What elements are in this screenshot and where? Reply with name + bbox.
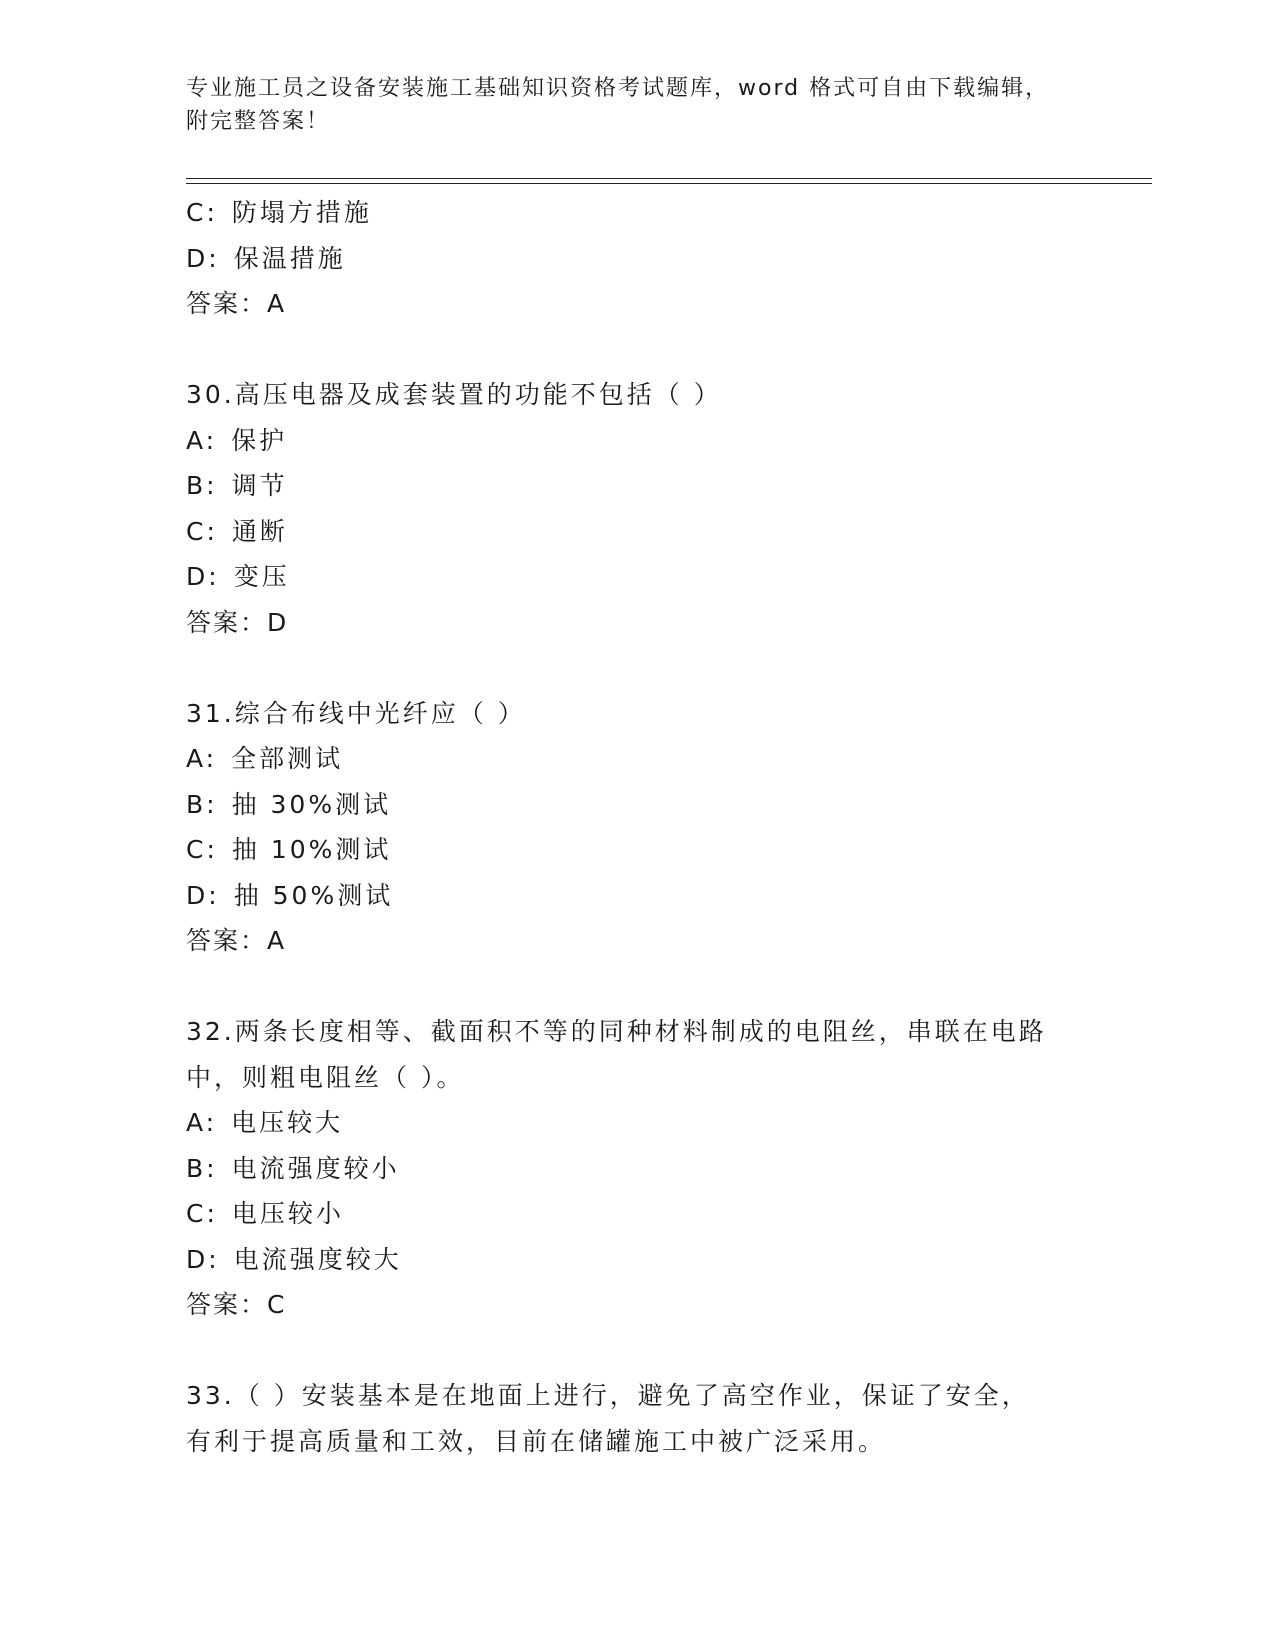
option-text: 电压较大	[231, 1108, 344, 1137]
option-c	[186, 1191, 1086, 1237]
question-text-line-2: 有利于提高质量和工效，目前在储罐施工中被广泛采用。	[186, 1426, 887, 1456]
header-line-2: 附完整答案！	[186, 109, 331, 134]
option-d	[186, 554, 1086, 600]
option-key: B:	[186, 1153, 218, 1183]
option-a	[186, 736, 1086, 782]
option-text: 抽 10%测试	[231, 835, 392, 864]
option-key: D:	[186, 243, 220, 273]
question-text-line-1: 33.（ ）安装基本是在地面上进行，避免了高空作业，保证了安全，	[186, 1381, 1030, 1410]
option-key: A:	[186, 744, 218, 773]
option-key: C:	[186, 835, 218, 864]
answer-value: A	[267, 926, 287, 955]
option-text: 抽 50%测试	[233, 880, 394, 910]
option-key: C:	[186, 1199, 218, 1228]
answer-label: 答案：	[186, 289, 268, 318]
spacer	[186, 327, 1086, 373]
answer-line	[186, 918, 1086, 964]
option-key: C:	[186, 198, 218, 227]
answer-value: D	[267, 607, 289, 637]
option-text: 电流强度较小	[231, 1153, 400, 1183]
option-key: D:	[186, 562, 220, 591]
page-header	[186, 72, 1086, 138]
option-text: 电压较小	[231, 1199, 344, 1228]
header-divider-bottom	[186, 183, 1152, 184]
option-b	[186, 463, 1086, 509]
option-text: 变压	[233, 562, 290, 591]
question-text-line-1: 32.两条长度相等、截面积不等的同种材料制成的电阻丝，串联在电路	[186, 1017, 1047, 1046]
answer-value: C	[267, 1290, 287, 1319]
header-divider-top	[186, 178, 1152, 179]
option-key: C:	[186, 516, 218, 546]
header-line-1: 专业施工员之设备安装施工基础知识资格考试题库，word 格式可自由下载编辑，	[186, 76, 1050, 101]
question-text-line-2: 中，则粗电阻丝（ ）。	[186, 1062, 465, 1092]
option-key: A:	[186, 425, 218, 455]
question-text: 30.高压电器及成套装置的功能不包括（ ）	[186, 380, 722, 409]
option-key: D:	[186, 880, 220, 910]
answer-label: 答案：	[186, 1290, 268, 1319]
option-c	[186, 827, 1086, 873]
option-text: 全部测试	[231, 744, 344, 773]
option-text: 电流强度较大	[233, 1244, 402, 1274]
option-b	[186, 782, 1086, 828]
answer-line	[186, 281, 1086, 327]
option-text: 通断	[231, 516, 288, 546]
option-c	[186, 190, 1086, 236]
spacer	[186, 1328, 1086, 1374]
option-key: D:	[186, 1244, 220, 1274]
option-b	[186, 1146, 1086, 1192]
option-a	[186, 1100, 1086, 1146]
option-key: B:	[186, 471, 218, 500]
option-d	[186, 236, 1086, 282]
answer-line	[186, 600, 1086, 646]
option-text: 调节	[231, 471, 288, 500]
option-d	[186, 1237, 1086, 1283]
option-c	[186, 509, 1086, 555]
spacer	[186, 645, 1086, 691]
spacer	[186, 964, 1086, 1010]
option-d	[186, 873, 1086, 919]
option-text: 抽 30%测试	[231, 789, 392, 819]
option-key: B:	[186, 789, 218, 819]
option-text: 防塌方措施	[231, 198, 372, 227]
answer-value: A	[267, 289, 287, 318]
option-text: 保护	[231, 425, 288, 455]
question-list	[186, 190, 1086, 1464]
option-key: A:	[186, 1108, 218, 1137]
question-text: 31.综合布线中光纤应（ ）	[186, 698, 526, 728]
option-text: 保温措施	[233, 243, 346, 273]
answer-line	[186, 1282, 1086, 1328]
option-a	[186, 418, 1086, 464]
answer-label: 答案：	[186, 926, 268, 955]
answer-label: 答案：	[186, 607, 268, 637]
